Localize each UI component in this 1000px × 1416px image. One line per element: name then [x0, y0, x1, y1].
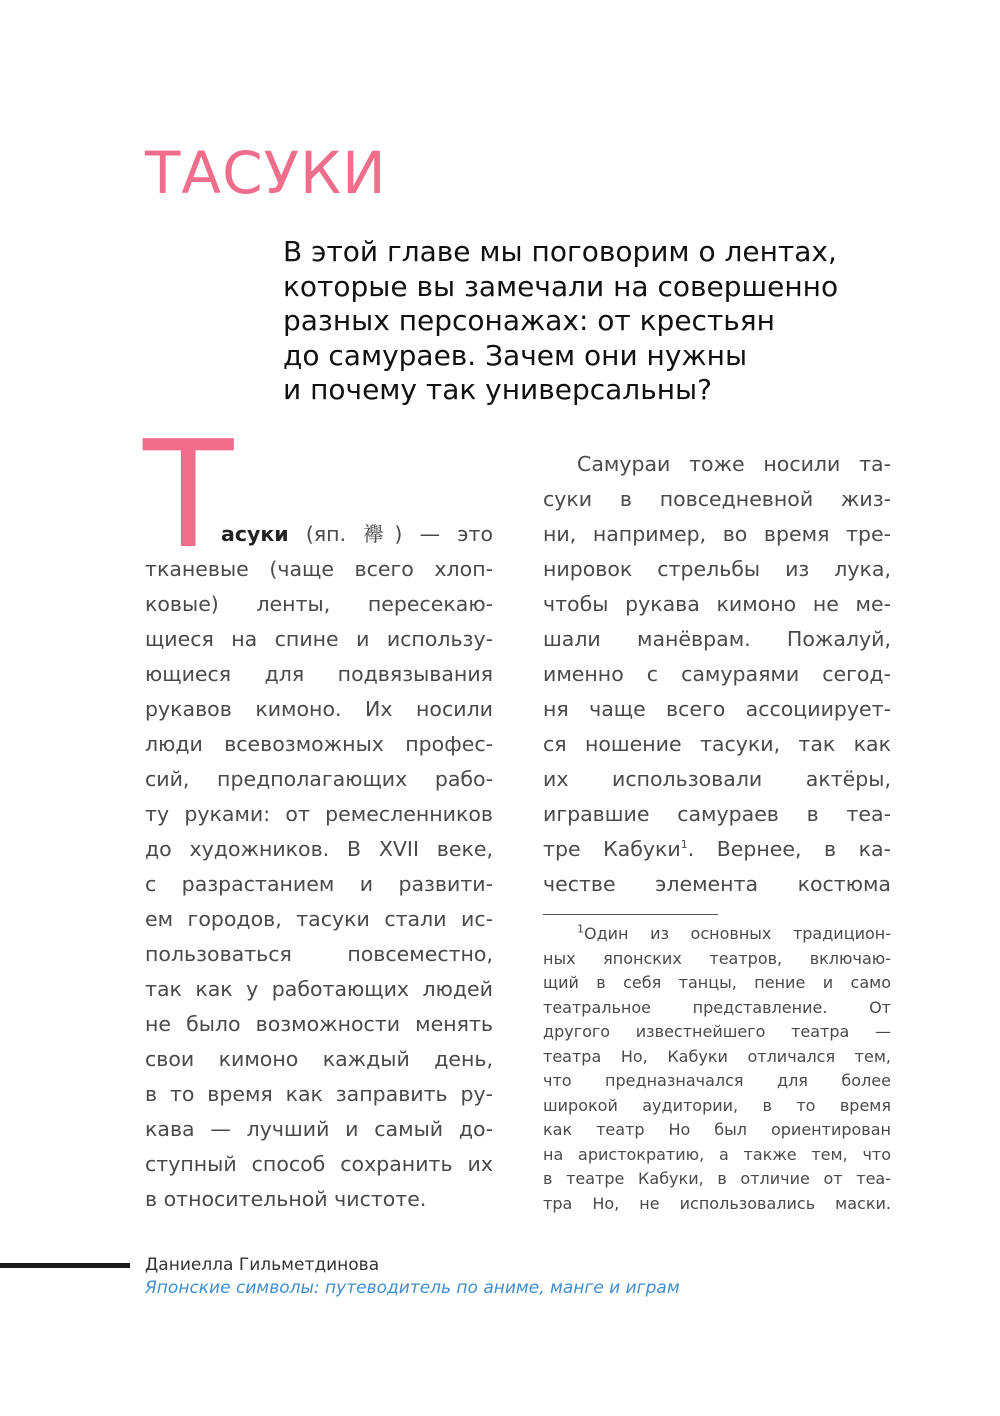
- footnote-line-text: Один из основных традицион-: [584, 924, 891, 943]
- article-line: ту руками: от ремесленников: [145, 802, 493, 826]
- footnote-divider: [543, 914, 718, 915]
- article-line: нировок стрельбы из лука,: [543, 557, 891, 581]
- footer-bar: [0, 1263, 130, 1268]
- footnote-line: как театр Но был ориентирован: [543, 1120, 891, 1139]
- footnote-ref[interactable]: 1: [680, 838, 688, 852]
- footnote-line: на аристократию, а также тем, что: [543, 1144, 891, 1164]
- article-line: игравшие самураев в теа-: [543, 802, 891, 826]
- article-line-text: (яп. 襷) — это: [288, 522, 493, 546]
- footnote-line: тра Но, не использовались маски.: [543, 1193, 891, 1213]
- article-column-left: [145, 517, 493, 1217]
- article-line: их использовали актёры,: [543, 767, 891, 791]
- article-line: шали манёврам. Пожалуй,: [543, 627, 891, 651]
- footer-book-title[interactable]: Японские символы: путеводитель по аниме, манге и играм: [145, 1278, 680, 1298]
- lead-line: В этой главе мы поговорим о лентах,: [283, 235, 837, 268]
- footnote-line: ных японских театров, включаю-: [543, 948, 891, 968]
- article-line: ковые) ленты, пересекаю-: [145, 592, 493, 616]
- article-line: суки в повседневной жиз-: [543, 487, 891, 511]
- footnote-line: широкой аудитории, в то время: [543, 1095, 891, 1115]
- article-line: ем городов, тасуки стали ис-: [145, 907, 493, 931]
- article-line: люди всевозможных профес-: [145, 732, 493, 756]
- article-line: ющиеся для подвязывания: [145, 662, 493, 686]
- footer-author: Даниелла Гильметдинова: [145, 1255, 380, 1275]
- footnote: [543, 922, 891, 1216]
- article-line: так как у работающих людей: [145, 977, 493, 1001]
- footnote-line: театральное представление. От: [543, 997, 891, 1017]
- chapter-title: ТАСУКИ: [145, 139, 387, 207]
- article-line: кава — лучший и самый до-: [145, 1117, 493, 1141]
- chapter-lead: [283, 235, 903, 408]
- footnote-line: что предназначался для более: [543, 1071, 891, 1090]
- article-line: чтобы рукава кимоно не ме-: [543, 592, 891, 616]
- article-line: ни, например, во время тре-: [543, 522, 891, 546]
- article-line: сий, предполагающих рабо-: [145, 767, 493, 791]
- article-line: в относительной чистоте.: [145, 1187, 427, 1211]
- footnote-line: другого известнейшего театра —: [543, 1022, 891, 1041]
- article-line: щиеся на спине и использу-: [145, 627, 493, 651]
- lead-line: разных персонажах: от крестьян: [283, 304, 775, 337]
- drop-cap: Т: [143, 409, 234, 581]
- article-line: с разрастанием и развити-: [145, 872, 493, 896]
- footnote-line: в театре Кабуки, в отличие от теа-: [543, 1169, 891, 1188]
- article-line: честве элемента костюма: [543, 872, 891, 896]
- footnote-line: щий в себя танцы, пение и само: [543, 973, 891, 992]
- article-line: пользоваться повсеместно,: [145, 942, 493, 966]
- lead-line: до самураев. Зачем они нужны: [283, 338, 748, 372]
- article-line: именно с самураями сегод-: [543, 662, 891, 686]
- article-line: ся ношение тасуки, так как: [543, 732, 891, 756]
- footnote-line: театра Но, Кабуки отличался тем,: [543, 1046, 891, 1066]
- term-bold: асуки: [221, 522, 289, 546]
- article-line: в то время как заправить ру-: [145, 1082, 493, 1106]
- article-line: не было возможности менять: [145, 1012, 493, 1036]
- article-line: ступный способ сохранить их: [145, 1152, 493, 1176]
- article-line-text: . Вернее, в ка-: [687, 837, 891, 861]
- footnote-marker: 1: [577, 922, 584, 936]
- article-line: [543, 832, 891, 867]
- article-line: [145, 517, 493, 552]
- article-column-right: [543, 447, 891, 902]
- lead-line: и почему так универсальны?: [283, 373, 712, 406]
- article-line-text: тре Кабуки: [543, 837, 681, 861]
- article-line: до художников. В XVII веке,: [145, 837, 493, 861]
- article-line: ня чаще всего ассоциирует-: [543, 697, 891, 721]
- article-line: рукавов кимоно. Их носили: [145, 697, 493, 721]
- footnote-line: [543, 922, 891, 947]
- article-line: свои кимоно каждый день,: [145, 1047, 493, 1071]
- lead-line: которые вы замечали на совершенно: [283, 269, 839, 303]
- article-line: Самураи тоже носили та-: [577, 452, 891, 476]
- article-line: тканевые (чаще всего хлоп-: [145, 557, 493, 581]
